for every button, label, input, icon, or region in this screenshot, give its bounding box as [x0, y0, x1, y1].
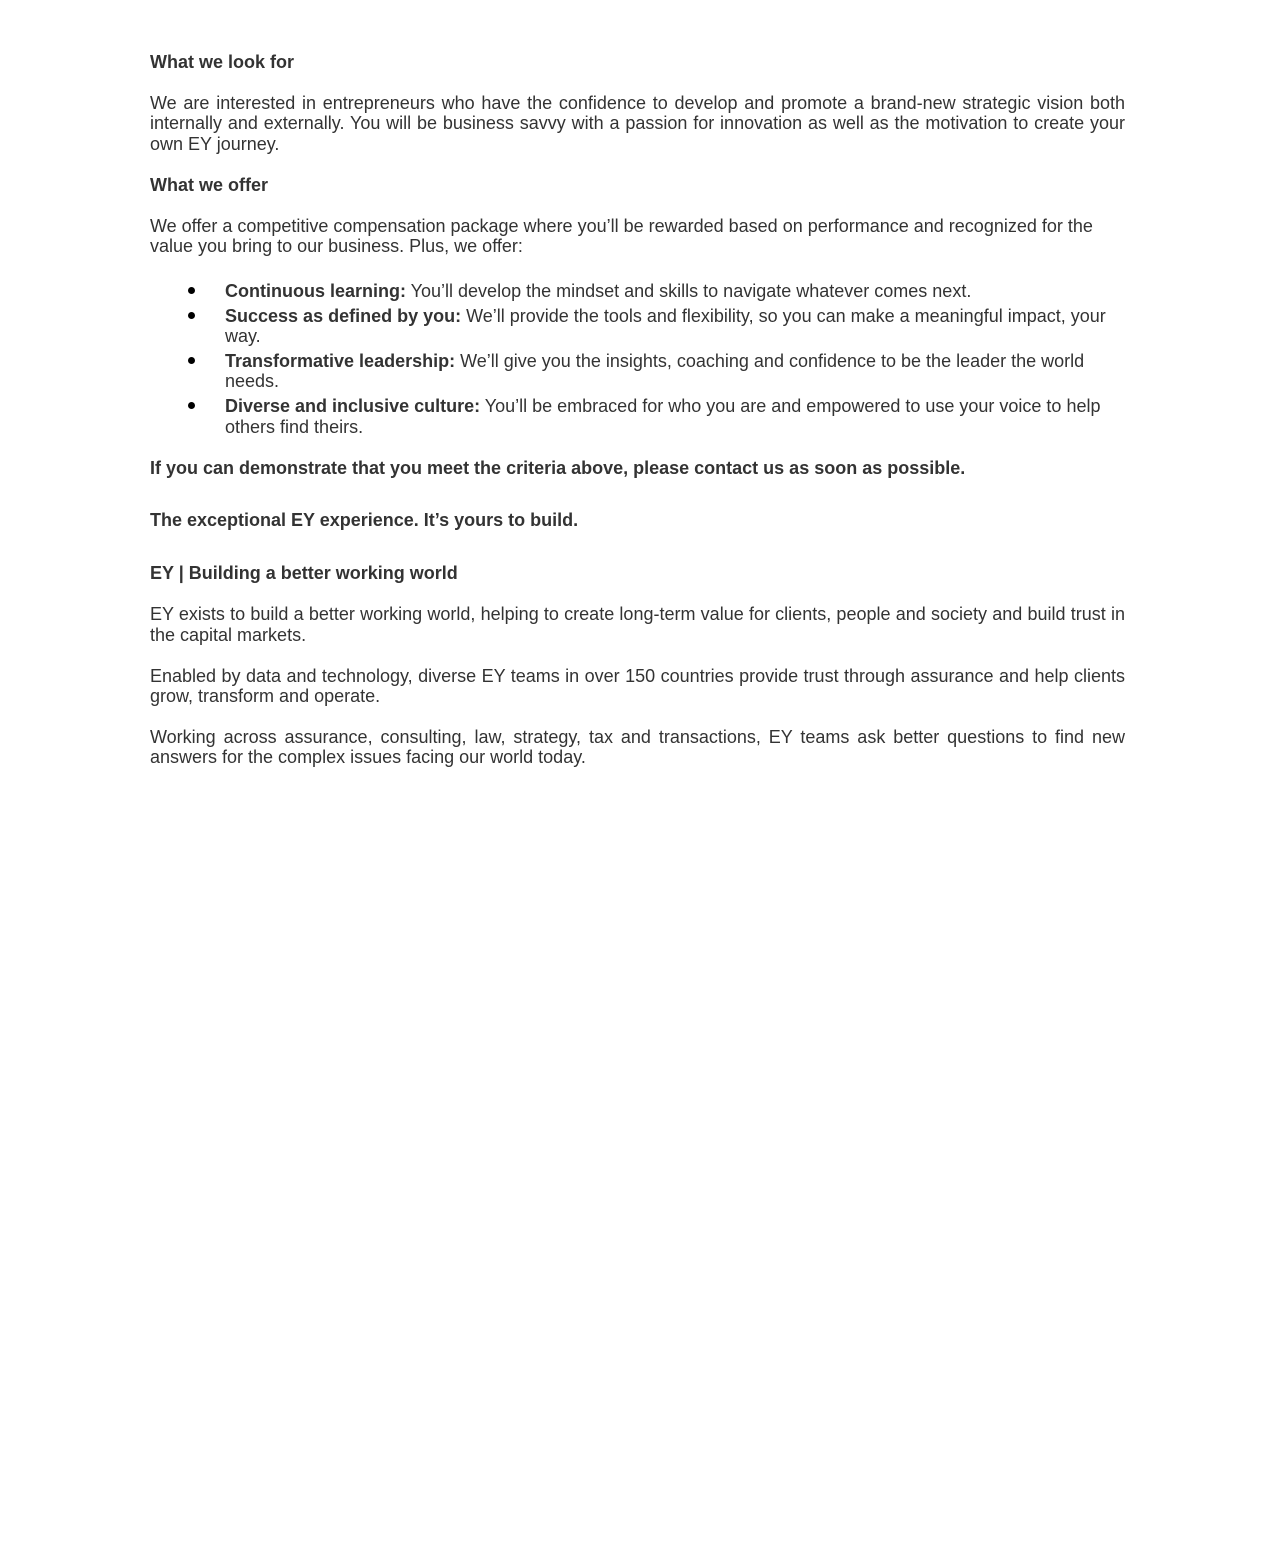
bullet-icon	[188, 312, 195, 319]
benefit-text: We’ll give you the insights, coaching and confidence to be the leader the world needs.	[225, 351, 1085, 392]
bullet-icon	[188, 357, 195, 364]
benefit-term: Continuous learning:	[225, 281, 406, 302]
benefit-text: You’ll develop the mindset and skills to navigate whatever comes next.	[405, 281, 972, 302]
benefit-term: Diverse and inclusive culture:	[225, 396, 481, 417]
call-to-action: If you can demonstrate that you meet the criteria above, please contact us as soon as possible.	[150, 457, 966, 478]
tagline: The exceptional EY experience. It’s yours to build.	[150, 510, 579, 531]
benefit-text: You’ll be embraced for who you are and empowered to use your voice to help others find theirs.	[225, 396, 1101, 437]
about-paragraph: Enabled by data and technology, diverse EY teams in over 150 countries provide trust through assurance and help clients grow, transform and operate.	[150, 665, 1125, 707]
look-for-heading: What we look for	[150, 52, 294, 72]
benefits-list	[150, 281, 1125, 437]
document-page	[150, 52, 1125, 768]
benefit-term: Transformative leadership:	[225, 351, 456, 372]
bullet-icon	[188, 402, 195, 409]
look-for-paragraph: We are interested in entrepreneurs who have the confidence to develop and promote a brand-new strategic vision both internally and externally. You will be business savvy with a passion for innovation as well as the motivation to create your own EY journey.	[150, 93, 1125, 154]
list-item	[150, 351, 1125, 392]
about-heading: EY | Building a better working world	[150, 563, 458, 584]
bullet-icon	[188, 287, 195, 294]
list-item	[150, 396, 1125, 437]
benefit-text: We’ll provide the tools and flexibility, so you can make a meaningful impact, your way.	[225, 305, 1106, 347]
about-paragraph: EY exists to build a better working world, helping to create long-term value for clients, people and society and build trust in the capital markets.	[150, 604, 1125, 645]
offer-heading: What we offer	[150, 174, 269, 195]
offer-paragraph: We offer a competitive compensation package where you’ll be rewarded based on performance and recognized for the value you bring to our business. Plus, we offer:	[150, 215, 1093, 257]
list-item	[150, 281, 1125, 301]
benefit-term: Success as defined by you:	[225, 305, 462, 326]
list-item	[150, 306, 1125, 347]
about-paragraph: Working across assurance, consulting, law, strategy, tax and transactions, EY teams ask better questions to find new answers for the complex issues facing our world today.	[150, 727, 1125, 768]
